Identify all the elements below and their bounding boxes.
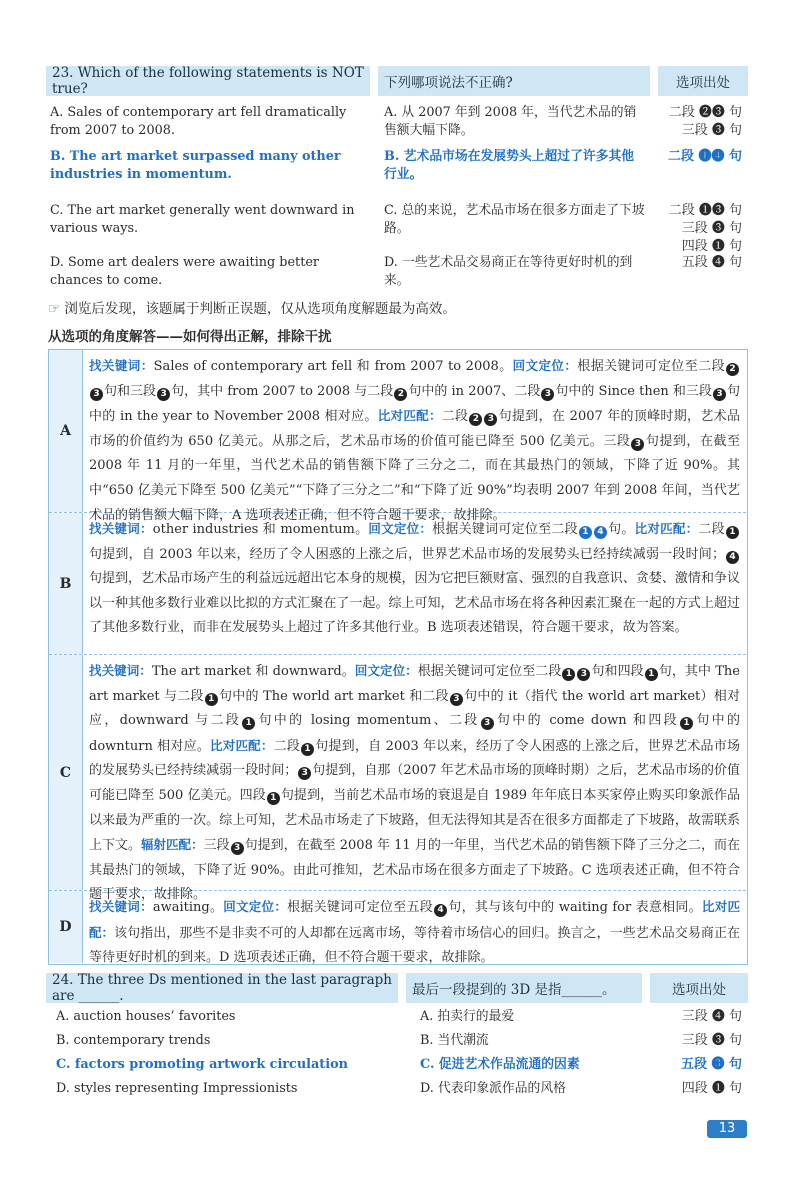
q23-header-chinese: 下列哪项说法不正确? [378,66,650,96]
analysis-row-label: D [49,891,83,963]
source-line: 二段 ❶❸ 句 [668,203,742,218]
q24-option-source: 三段 ❹ 句 [681,1009,742,1024]
q24-option-chinese: A. 拍卖行的最爱 [420,1009,515,1024]
strategy-note-text: 浏览后发现，该题属于判断正误题，仅从选项角度解题最为高效。 [64,301,456,317]
source-line: 二段 ❶❹ 句 [667,149,742,164]
q23-option-english: A. Sales of contemporary art fell dramatically from 2007 to 2008. [50,105,347,138]
q23-option-english: B. The art market surpassed many other industries in momentum. [50,149,341,182]
analysis-row-label: A [49,350,83,512]
source-line: 五段 ❹ 句 [681,255,742,270]
q24-option-source: 三段 ❸ 句 [681,1033,742,1048]
q24-option-source: 四段 ❶ 句 [681,1081,742,1096]
q23-option-source [656,202,742,256]
q23-option-chinese: D. 一些艺术品交易商正在等待更好时机的到来。 [384,255,633,288]
q24-header-english: 24. The three Ds mentioned in the last paragraph are ______. [46,973,398,1003]
q24-option-chinese: B. 当代潮流 [420,1033,489,1048]
pointing-hand-icon: ☞ [48,301,61,317]
source-line: 三段 ❸ 句 [681,123,742,138]
analysis-row-a [49,350,746,523]
strategy-note [48,297,456,317]
q24-option-english: C. factors promoting artwork circulation [56,1057,348,1072]
q23-option-chinese: B. 艺术品市场在发展势头上超过了许多其他行业。 [384,149,635,182]
analysis-row-b [49,513,746,655]
q24-option-chinese: C. 促进艺术作品流通的因素 [420,1057,580,1072]
q24-option-english: A. auction houses’ favorites [56,1009,236,1024]
analysis-row-label: B [49,513,83,654]
analysis-row-text: 找关键词：The art market 和 downward。回文定位：根据关键词可定位至二段 1 3 句和四段 1 句，其中 The art market 与二段 1 句中的 The world art market 和二段 3 句中的 it（指代 the world art market）相对应，downward 与二段 1 句中的 losing momentum、二段 3 句中的 come down 和四段 1 句中的 downturn 相对应。比对匹配：二段 1 句提到，自 2003 年以来，经历了令人困惑的上涨之后，世界艺术品市场的发展势头已经持续减弱一段时间； 3 句提到，自那（2007 年艺术品市场的顶峰时期）之后，艺术品市场的价值可能已降至 500 亿美元。四段 1 句提到，当前艺术品市场的衰退是自 1989 年年底日本买家停止购买印象派作品以来最为严重的一次。综上可知，艺术品市场走了下坡路，但无法得知其是否在很多方面都走了下坡路，故需联系上下文。辐射匹配：三段 3 句提到，在截至 2008 年 11 月的一年里，当代艺术品的销售额下降了三分之二，而在其最热门的领域，下降了近 90%。由此可推知，艺术品市场在很多方面走了下坡路。C 选项表述正确，但不符合题干要求，故排除。 [89,663,740,903]
q24-option-english: D. styles representing Impressionists [56,1081,298,1096]
q24-option-english: B. contemporary trends [56,1033,211,1048]
q23-option-chinese: C. 总的来说，艺术品市场在很多方面走了下坡路。 [384,203,645,236]
q24-header-chinese: 最后一段提到的 3D 是指______。 [406,973,642,1003]
analysis-row-text: 找关键词：other industries 和 momentum。回文定位：根据关键词可定位至二段 1 4 句。比对匹配：二段 1句提到，自 2003 年以来，经历了令人困惑的上涨之后，世界艺术品市场的发展势头已经持续减弱一段时间； 4句提到，艺术品市场产生的利益远远超出它本身的规模，因为它把巨额财富、强烈的自我意识、贪婪、激情和争议以一种其他多数行业难以比拟的方式汇聚在了一起。综上可知，艺术品市场在将各种因素汇聚在一起的方式上超过了其他多数行业，而非在发展势头上超过了许多其他行业。B 选项表述错误，符合题干要求，故为答案。 [89,521,740,636]
analysis-row-text: 找关键词：Sales of contemporary art fell 和 from 2007 to 2008。回文定位：根据关键词可定位至二段 23 句和三段 3 句，其中 from 2007 to 2008 与二段 2 句中的 in 2007、二段 3 句中的 Since then 和三段 3 句中的 in the year to November 2008 相对应。比对匹配：二段 2 3 句提到，在 2007 年的顶峰时期，艺术品市场的价值约为 650 亿美元。从那之后，艺术品市场的价值可能已降至 500 亿美元。三段 3 句提到，在截至 2008 年 11 月的一年里，当代艺术品的销售额下降了三分之二，而在其最热门的领域，下降了近 90%。其中“650 亿美元下降至 500 亿美元”“下降了三分之二”和“下降了近 90%”均表明 2007 年到 2008 年间，当代艺术品的销售额大幅下降，A 选项表述正确，但不符合题干要求，故排除。 [89,358,740,523]
q23-option-english: D. Some art dealers were awaiting better chances to come. [50,255,320,288]
analysis-row-d [49,891,746,966]
analysis-row-c [49,655,746,903]
q24-option-chinese: D. 代表印象派作品的风格 [420,1081,566,1096]
q24-option-source: 五段 ❸ 句 [680,1057,742,1072]
q23-header-source: 选项出处 [658,66,748,96]
q24-header-source: 选项出处 [650,973,748,1003]
analysis-subheading: 从选项的角度解答——如何得出正解，排除干扰 [48,329,332,345]
source-line: 四段 ❶ 句 [681,239,742,254]
page-number: 13 [707,1120,747,1138]
q23-option-source [656,104,742,140]
analysis-table [48,349,748,965]
source-line: 三段 ❸ 句 [681,221,742,236]
source-line: 二段 ❷❸ 句 [668,105,742,120]
q23-option-source [656,254,742,272]
q23-option-source [656,148,742,166]
analysis-row-label: C [49,655,83,890]
analysis-row-text: 找关键词：awaiting。回文定位：根据关键词可定位至五段 4 句，其与该句中的 waiting for 表意相同。比对匹配：该句指出，那些不是非卖不可的人却都在远离市场，等待着市场信心的回归。换言之，一些艺术品交易商正在等待更好时机的到来。D 选项表述正确，但不符合题干要求，故排除。 [89,899,740,966]
q23-option-english: C. The art market generally went downward in various ways. [50,203,355,236]
q23-option-chinese: A. 从 2007 年到 2008 年，当代艺术品的销售额大幅下降。 [384,105,637,138]
q23-header-english: 23. Which of the following statements is NOT true? [46,66,370,96]
